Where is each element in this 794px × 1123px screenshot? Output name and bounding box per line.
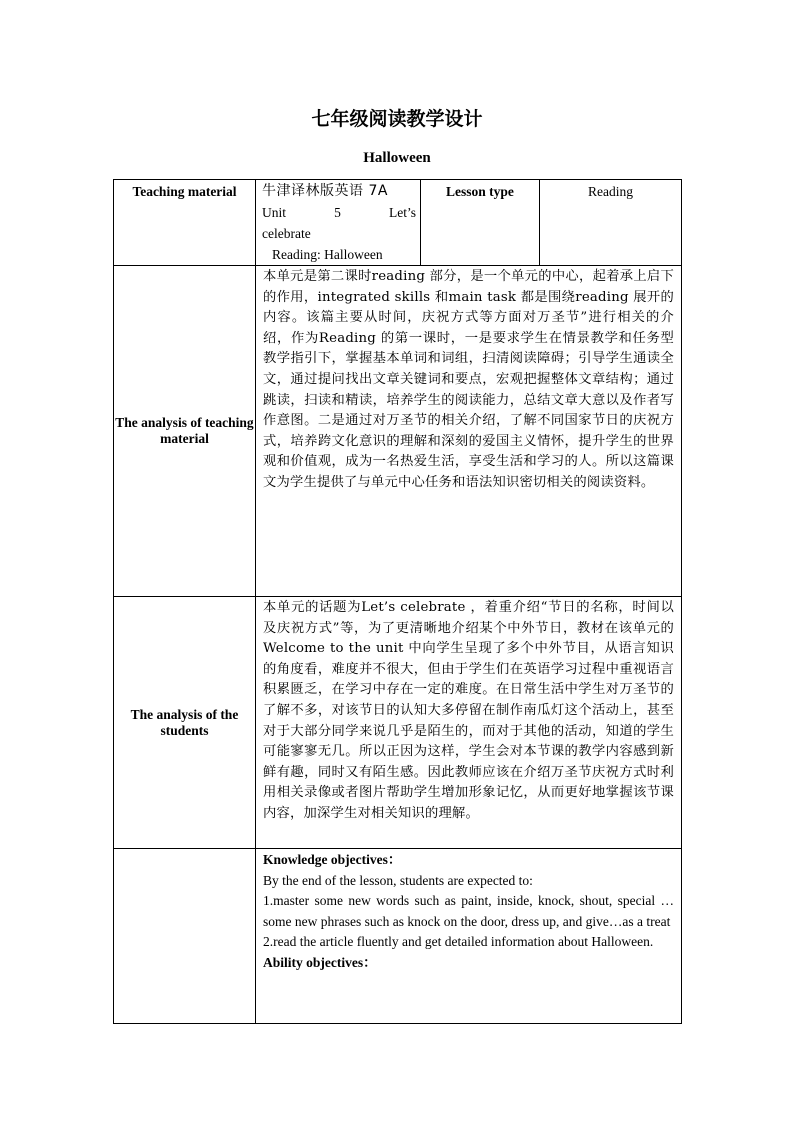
unit-number: 5 — [334, 205, 341, 220]
objectives-label-empty — [114, 849, 256, 1024]
lesson-type-label: Lesson type — [421, 180, 540, 266]
analysis-material-text: 本单元是第二课时reading 部分，是一个单元的中心，起着承上启下的作用，integrated skills 和main task 都是围绕reading 展开的内容。该篇主要从时间，庆祝方式等方面对万圣节”进行相关的介绍，作为Reading 的第一课时，一是要求学生在情景教学和任务型教学指引下，掌握基本单词和词组，扫清阅读障碍；引导学生通读全文，通过提问找出文章关键词和要点，宏观把握整体文章结构；通过跳读，扫读和精读，培养学生的阅读能力，总结文章大意以及作者写作意图。二是通过对万圣节的相关介绍，了解不同国家节日的庆祝方式，培养跨文化意识的理解和深刻的爱国主义情怀，提升学生的世界观和价值观，成为一名热爱生活，享受生活和学习的人。所以这篇课文为学生提供了与单元中心任务和语法知识密切相关的阅读资料。 — [256, 266, 682, 597]
textbook-name: 牛津译林版英语 7A — [262, 183, 388, 199]
table-row — [114, 597, 682, 849]
table-row — [114, 266, 682, 597]
analysis-students-label: The analysis of the students — [114, 597, 256, 849]
table-row — [114, 180, 682, 266]
objective-item-1: 1.master some new words such as paint, inside, knock, shout, special …some new phrases such as knock on the door, dress up, and give…as a treat — [263, 893, 674, 929]
objectives-cell — [256, 849, 682, 1024]
ability-objectives-heading: Ability objectives： — [263, 954, 377, 970]
unit-title-part2: celebrate — [262, 226, 311, 241]
analysis-students-text: 本单元的话题为Let’s celebrate ，着重介绍“节日的名称，时间以及庆祝方式”等，为了更清晰地介绍某个中外节日，教材在该单元的Welcome to the unit 中向学生呈现了多个中外节目，从语言知识的角度看，难度并不很大，但由于学生们在英语学习过程中重视语言积累匮乏，在学习中存在一定的难度。在日常生活中学生对万圣节的了解不多，对该节日的认知大多停留在制作南瓜灯这个活动上，甚至对于大部分同学来说几乎是陌生的，而对于其他的活动，知道的学生可能寥寥无几。所以正因为这样，学生会对本节课的教学内容感到新鲜有趣，同时又有陌生感。因此教师应该在介绍万圣节庆祝方式时利用相关录像或者图片帮助学生增加形象记忆，从而更好地掌握该节课内容，加深学生对相关知识的理解。 — [256, 597, 682, 849]
page-title: 七年级阅读教学设计 — [311, 108, 483, 130]
unit-line — [262, 202, 416, 223]
unit-word: Unit — [262, 205, 287, 220]
objectives-intro: By the end of the lesson, students are expected to: — [263, 872, 533, 888]
page-subtitle: Halloween — [363, 150, 431, 166]
objective-item-2: 2.read the article fluently and get detailed information about Halloween. — [263, 934, 654, 950]
lesson-type-value: Reading — [540, 180, 682, 266]
reading-line: Reading: Halloween — [272, 247, 383, 262]
teaching-material-value — [256, 180, 421, 266]
unit-title-part1: Let’s — [388, 205, 416, 220]
lesson-plan-table — [113, 179, 682, 1024]
teaching-material-label: Teaching material — [114, 180, 256, 266]
table-row — [114, 849, 682, 1024]
knowledge-objectives-heading: Knowledge objectives： — [263, 852, 402, 867]
analysis-material-label: The analysis of teaching material — [114, 266, 256, 597]
